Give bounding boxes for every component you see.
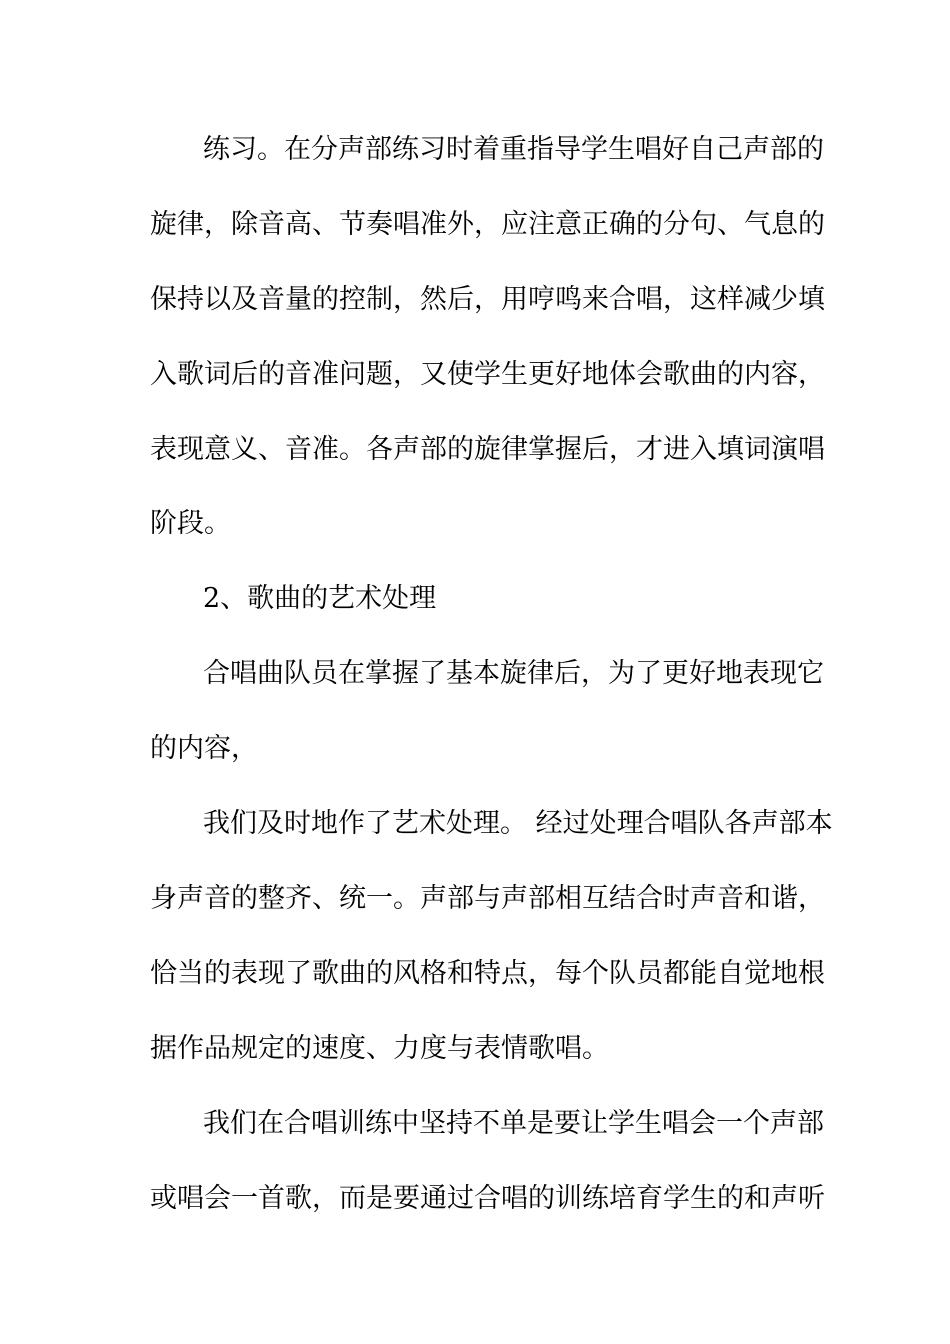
text-line: 我们在合唱训练中坚持不单是要让学生唱会一个声部 — [203, 1108, 824, 1139]
text-line: 旋律，除音高、节奏唱准外，应注意正确的分句、气息的 — [150, 209, 825, 240]
text-line: 身声音的整齐、统一。声部与声部相互结合时声音和谐， — [150, 883, 825, 914]
text-line: 练习。在分声部练习时着重指导学生唱好自己声部的 — [203, 134, 824, 165]
text-line: 阶段。 — [150, 508, 231, 539]
text-line: 的内容， — [150, 733, 258, 764]
text-line: 入歌词后的音准问题，又使学生更好地体会歌曲的内容， — [150, 359, 825, 390]
text-line: 我们及时地作了艺术处理。 经过处理合唱队各声部本 — [203, 808, 833, 839]
text-line: 保持以及音量的控制，然后，用哼鸣来合唱，这样减少填 — [150, 284, 825, 315]
text-line: 合唱曲队员在掌握了基本旋律后，为了更好地表现它 — [203, 658, 824, 689]
text-line: 表现意义、音准。各声部的旋律掌握后，才进入填词演唱 — [150, 434, 825, 465]
text-line: 或唱会一首歌，而是要通过合唱的训练培育学生的和声听 — [150, 1183, 825, 1214]
section-heading: 2、歌曲的艺术处理 — [203, 583, 437, 614]
text-line: 据作品规定的速度、力度与表情歌唱。 — [150, 1033, 609, 1064]
text-line: 恰当的表现了歌曲的风格和特点，每个队员都能自觉地根 — [150, 958, 825, 989]
